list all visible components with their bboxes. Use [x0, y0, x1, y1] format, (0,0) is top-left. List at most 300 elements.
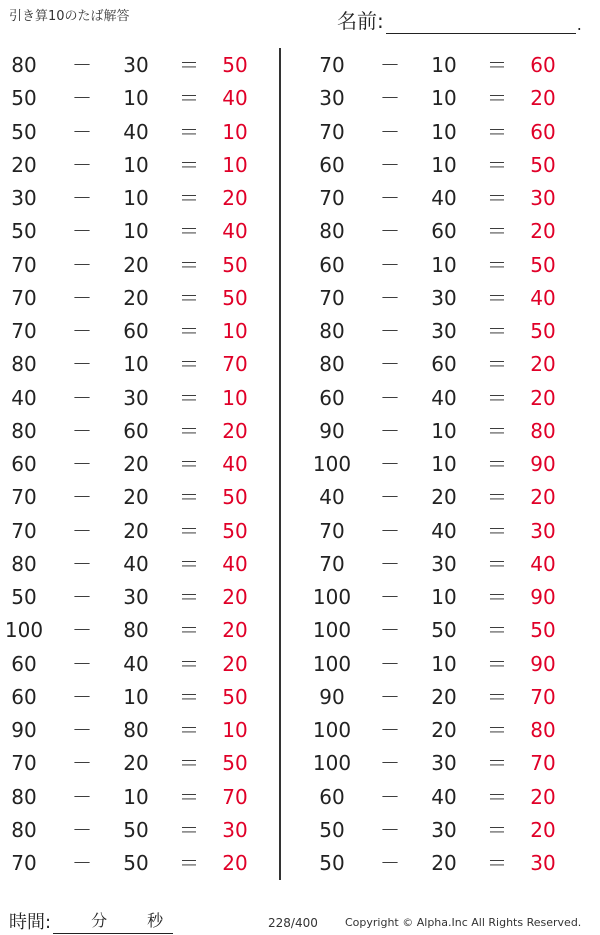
problem-row	[308, 314, 578, 347]
answer: 50	[530, 152, 556, 177]
minuend: 50	[11, 119, 37, 144]
subtrahend: 40	[431, 385, 457, 410]
problem-row	[0, 680, 270, 713]
problem-row	[308, 115, 578, 148]
minus-sign: －	[380, 784, 400, 809]
worksheet-title: 引き算10のたば解答	[9, 9, 130, 24]
problem-row	[308, 214, 578, 247]
minuend: 100	[312, 718, 352, 742]
answer: 90	[530, 452, 556, 476]
answer: 20	[530, 352, 556, 377]
equals-sign: ＝	[487, 817, 507, 842]
subtrahend: 60	[123, 418, 149, 443]
time-field	[9, 908, 173, 934]
equals-sign: ＝	[487, 618, 507, 643]
problem-row	[0, 381, 270, 414]
answer: 90	[530, 585, 556, 609]
subtrahend: 30	[123, 385, 149, 410]
minuend: 70	[11, 485, 37, 510]
equals-sign: ＝	[179, 851, 199, 875]
equals-sign: ＝	[179, 585, 199, 609]
answer: 20	[530, 485, 556, 510]
subtrahend: 50	[431, 618, 457, 643]
minus-sign: －	[380, 651, 400, 676]
minuend: 40	[11, 385, 37, 410]
answer: 80	[530, 418, 556, 443]
answer: 50	[222, 285, 248, 310]
subtrahend: 30	[431, 285, 457, 310]
problem-row	[308, 813, 578, 846]
answer: 20	[222, 186, 248, 210]
subtrahend: 20	[431, 684, 457, 709]
subtrahend: 60	[431, 352, 457, 377]
answer: 40	[222, 219, 248, 244]
minuend: 40	[319, 485, 345, 510]
time-label: 時間:	[9, 912, 52, 933]
minuend: 70	[11, 252, 37, 277]
minuend: 90	[11, 718, 37, 742]
answer: 60	[530, 119, 556, 144]
equals-sign: ＝	[487, 186, 507, 210]
equals-sign: ＝	[487, 119, 507, 144]
minus-sign: －	[380, 718, 400, 742]
answer: 60	[530, 53, 556, 77]
equals-sign: ＝	[487, 152, 507, 177]
minuend: 60	[11, 651, 37, 676]
minuend: 50	[11, 219, 37, 244]
minus-sign: －	[380, 518, 400, 543]
name-label: 名前:	[337, 9, 384, 33]
name-field	[337, 5, 582, 34]
subtrahend: 10	[123, 186, 149, 210]
answer: 20	[530, 784, 556, 809]
subtrahend: 50	[123, 851, 149, 875]
minuend: 60	[319, 152, 345, 177]
minuend: 30	[319, 86, 345, 111]
subtrahend: 40	[431, 784, 457, 809]
problem-row	[0, 480, 270, 513]
problem-row	[0, 447, 270, 480]
left-problem-column	[0, 48, 270, 879]
minus-sign: －	[72, 784, 92, 809]
equals-sign: ＝	[179, 485, 199, 510]
name-blank-line	[386, 11, 576, 34]
problem-row	[308, 148, 578, 181]
minuend: 70	[319, 518, 345, 543]
subtrahend: 20	[123, 452, 149, 476]
minuend: 50	[11, 86, 37, 111]
problem-row	[308, 414, 578, 447]
problem-row	[0, 647, 270, 680]
answer: 10	[222, 119, 248, 144]
minutes-label: 分	[91, 911, 108, 930]
answer: 80	[530, 718, 556, 742]
equals-sign: ＝	[487, 485, 507, 510]
minuend: 60	[319, 385, 345, 410]
subtrahend: 10	[431, 152, 457, 177]
minuend: 50	[11, 585, 37, 609]
problem-row	[0, 746, 270, 779]
problem-row	[0, 414, 270, 447]
answer: 40	[222, 452, 248, 476]
minus-sign: －	[380, 319, 400, 343]
minus-sign: －	[72, 518, 92, 543]
problem-row	[308, 181, 578, 214]
equals-sign: ＝	[487, 784, 507, 809]
answer: 20	[222, 651, 248, 676]
problem-row	[0, 347, 270, 380]
minus-sign: －	[380, 352, 400, 377]
minuend: 80	[11, 418, 37, 443]
equals-sign: ＝	[487, 518, 507, 543]
subtrahend: 40	[123, 119, 149, 144]
equals-sign: ＝	[179, 718, 199, 742]
subtrahend: 20	[431, 718, 457, 742]
subtrahend: 10	[431, 585, 457, 609]
minuend: 50	[319, 851, 345, 875]
problem-row	[0, 613, 270, 646]
answer: 50	[530, 252, 556, 277]
equals-sign: ＝	[487, 585, 507, 609]
subtrahend: 10	[123, 219, 149, 244]
minus-sign: －	[72, 219, 92, 244]
problem-row	[0, 148, 270, 181]
answer: 50	[222, 518, 248, 543]
minuend: 60	[11, 684, 37, 709]
minuend: 70	[319, 285, 345, 310]
problem-row	[308, 680, 578, 713]
minuend: 70	[319, 53, 345, 77]
subtrahend: 10	[431, 53, 457, 77]
answer: 20	[222, 418, 248, 443]
equals-sign: ＝	[179, 352, 199, 377]
minus-sign: －	[72, 485, 92, 510]
equals-sign: ＝	[179, 53, 199, 77]
minuend: 80	[11, 53, 37, 77]
answer: 50	[222, 53, 248, 77]
minus-sign: －	[72, 152, 92, 177]
answer: 40	[222, 86, 248, 111]
problem-row	[0, 115, 270, 148]
answer: 90	[530, 651, 556, 676]
minus-sign: －	[72, 252, 92, 277]
minus-sign: －	[380, 452, 400, 476]
minus-sign: －	[72, 119, 92, 144]
answer: 20	[222, 851, 248, 875]
equals-sign: ＝	[487, 452, 507, 476]
answer: 70	[222, 784, 248, 809]
minuend: 80	[11, 352, 37, 377]
subtrahend: 10	[123, 684, 149, 709]
minuend: 100	[312, 585, 352, 609]
problem-row	[0, 81, 270, 114]
answer: 20	[530, 219, 556, 244]
subtrahend: 50	[123, 817, 149, 842]
equals-sign: ＝	[179, 285, 199, 310]
minus-sign: －	[72, 418, 92, 443]
problem-row	[0, 813, 270, 846]
answer: 50	[222, 751, 248, 776]
minus-sign: －	[380, 551, 400, 576]
answer: 20	[222, 585, 248, 609]
column-divider	[279, 48, 281, 880]
answer: 40	[222, 551, 248, 576]
minuend: 70	[11, 319, 37, 343]
minus-sign: －	[72, 684, 92, 709]
subtrahend: 20	[123, 252, 149, 277]
minus-sign: －	[72, 319, 92, 343]
equals-sign: ＝	[179, 418, 199, 443]
minuend: 70	[11, 751, 37, 776]
answer: 70	[530, 684, 556, 709]
minus-sign: －	[380, 817, 400, 842]
minus-sign: －	[72, 718, 92, 742]
equals-sign: ＝	[487, 851, 507, 875]
subtrahend: 20	[123, 485, 149, 510]
equals-sign: ＝	[487, 86, 507, 111]
minuend: 80	[11, 817, 37, 842]
equals-sign: ＝	[179, 319, 199, 343]
equals-sign: ＝	[487, 385, 507, 410]
right-problem-column	[308, 48, 578, 879]
subtrahend: 30	[123, 585, 149, 609]
minus-sign: －	[380, 53, 400, 77]
minuend: 80	[319, 352, 345, 377]
problem-row	[308, 480, 578, 513]
equals-sign: ＝	[179, 152, 199, 177]
minus-sign: －	[72, 817, 92, 842]
answer: 20	[530, 385, 556, 410]
subtrahend: 10	[123, 152, 149, 177]
minus-sign: －	[72, 751, 92, 776]
minus-sign: －	[72, 352, 92, 377]
minuend: 100	[312, 452, 352, 476]
subtrahend: 30	[431, 319, 457, 343]
minus-sign: －	[380, 119, 400, 144]
equals-sign: ＝	[487, 418, 507, 443]
minus-sign: －	[380, 152, 400, 177]
equals-sign: ＝	[487, 53, 507, 77]
equals-sign: ＝	[487, 252, 507, 277]
equals-sign: ＝	[179, 684, 199, 709]
problem-row	[308, 81, 578, 114]
problem-row	[0, 846, 270, 879]
problem-row	[308, 347, 578, 380]
minuend: 70	[11, 851, 37, 875]
problem-row	[308, 647, 578, 680]
problem-row	[0, 214, 270, 247]
equals-sign: ＝	[179, 518, 199, 543]
problem-row	[308, 381, 578, 414]
problem-row	[308, 713, 578, 746]
problem-row	[0, 314, 270, 347]
subtrahend: 30	[123, 53, 149, 77]
equals-sign: ＝	[179, 86, 199, 111]
problem-row	[308, 846, 578, 879]
equals-sign: ＝	[179, 751, 199, 776]
equals-sign: ＝	[487, 751, 507, 776]
equals-sign: ＝	[179, 651, 199, 676]
equals-sign: ＝	[487, 551, 507, 576]
minus-sign: －	[380, 618, 400, 643]
minuend: 60	[11, 452, 37, 476]
equals-sign: ＝	[487, 718, 507, 742]
answer: 10	[222, 152, 248, 177]
subtrahend: 20	[123, 751, 149, 776]
answer: 30	[530, 186, 556, 210]
minus-sign: －	[380, 252, 400, 277]
answer: 10	[222, 718, 248, 742]
problem-row	[0, 281, 270, 314]
answer: 70	[222, 352, 248, 377]
subtrahend: 10	[123, 86, 149, 111]
answer: 30	[222, 817, 248, 842]
problem-row	[0, 514, 270, 547]
answer: 20	[530, 817, 556, 842]
equals-sign: ＝	[179, 385, 199, 410]
problem-row	[308, 780, 578, 813]
problem-row	[308, 613, 578, 646]
minuend: 60	[319, 784, 345, 809]
subtrahend: 30	[431, 551, 457, 576]
problem-row	[308, 746, 578, 779]
subtrahend: 10	[431, 651, 457, 676]
subtrahend: 10	[431, 86, 457, 111]
problem-row	[308, 580, 578, 613]
minuend: 80	[319, 319, 345, 343]
subtrahend: 80	[123, 618, 149, 643]
minuend: 70	[319, 186, 345, 210]
problem-row	[308, 447, 578, 480]
subtrahend: 20	[123, 518, 149, 543]
answer: 70	[530, 751, 556, 776]
answer: 30	[530, 518, 556, 543]
problem-row	[0, 780, 270, 813]
copyright: Copyright © Alpha.Inc All Rights Reserved.	[345, 916, 582, 929]
minus-sign: －	[380, 418, 400, 443]
minuend: 100	[4, 618, 44, 643]
minus-sign: －	[380, 86, 400, 111]
minus-sign: －	[72, 585, 92, 609]
minuend: 100	[312, 651, 352, 676]
minus-sign: －	[72, 86, 92, 111]
problem-row	[308, 514, 578, 547]
subtrahend: 30	[431, 817, 457, 842]
minuend: 100	[312, 751, 352, 776]
subtrahend: 40	[123, 551, 149, 576]
minuend: 70	[11, 285, 37, 310]
minus-sign: －	[380, 385, 400, 410]
minuend: 70	[319, 119, 345, 144]
answer: 20	[222, 618, 248, 643]
equals-sign: ＝	[179, 452, 199, 476]
subtrahend: 20	[123, 285, 149, 310]
minus-sign: －	[72, 285, 92, 310]
answer: 10	[222, 319, 248, 343]
minus-sign: －	[72, 618, 92, 643]
seconds-label: 秒	[147, 911, 164, 930]
problem-row	[0, 580, 270, 613]
subtrahend: 60	[123, 319, 149, 343]
subtrahend: 10	[431, 452, 457, 476]
subtrahend: 10	[123, 352, 149, 377]
minus-sign: －	[380, 219, 400, 244]
problem-row	[308, 547, 578, 580]
minus-sign: －	[72, 53, 92, 77]
subtrahend: 20	[431, 485, 457, 510]
answer: 50	[530, 319, 556, 343]
minuend: 80	[11, 551, 37, 576]
page-number: 228/400	[268, 916, 318, 930]
minuend: 90	[319, 418, 345, 443]
equals-sign: ＝	[487, 352, 507, 377]
minuend: 100	[312, 618, 352, 643]
minus-sign: －	[380, 751, 400, 776]
subtrahend: 60	[431, 219, 457, 244]
equals-sign: ＝	[179, 817, 199, 842]
equals-sign: ＝	[179, 551, 199, 576]
answer: 20	[530, 86, 556, 111]
answer: 50	[530, 618, 556, 643]
equals-sign: ＝	[179, 219, 199, 244]
minuend: 70	[319, 551, 345, 576]
minuend: 60	[319, 252, 345, 277]
problem-row	[0, 248, 270, 281]
minuend: 90	[319, 684, 345, 709]
answer: 10	[222, 385, 248, 410]
minus-sign: －	[380, 285, 400, 310]
equals-sign: ＝	[179, 618, 199, 643]
minus-sign: －	[380, 186, 400, 210]
answer: 40	[530, 285, 556, 310]
minus-sign: －	[380, 585, 400, 609]
problem-row	[308, 48, 578, 81]
answer: 50	[222, 485, 248, 510]
answer: 40	[530, 551, 556, 576]
minuend: 20	[11, 152, 37, 177]
equals-sign: ＝	[179, 186, 199, 210]
answer: 50	[222, 252, 248, 277]
minuend: 70	[11, 518, 37, 543]
problem-row	[308, 248, 578, 281]
time-blank-line	[53, 911, 173, 934]
equals-sign: ＝	[487, 219, 507, 244]
problem-row	[308, 281, 578, 314]
subtrahend: 10	[431, 252, 457, 277]
equals-sign: ＝	[487, 651, 507, 676]
problem-row	[0, 713, 270, 746]
subtrahend: 10	[431, 418, 457, 443]
minus-sign: －	[72, 186, 92, 210]
subtrahend: 80	[123, 718, 149, 742]
minus-sign: －	[380, 485, 400, 510]
minuend: 80	[11, 784, 37, 809]
minus-sign: －	[380, 851, 400, 875]
equals-sign: ＝	[487, 684, 507, 709]
minuend: 50	[319, 817, 345, 842]
name-end-dot: .	[576, 15, 582, 34]
minus-sign: －	[72, 452, 92, 476]
subtrahend: 30	[431, 751, 457, 776]
answer: 50	[222, 684, 248, 709]
subtrahend: 10	[431, 119, 457, 144]
subtrahend: 40	[431, 186, 457, 210]
minus-sign: －	[72, 851, 92, 875]
answer: 30	[530, 851, 556, 875]
minuend: 80	[319, 219, 345, 244]
subtrahend: 20	[431, 851, 457, 875]
equals-sign: ＝	[487, 319, 507, 343]
